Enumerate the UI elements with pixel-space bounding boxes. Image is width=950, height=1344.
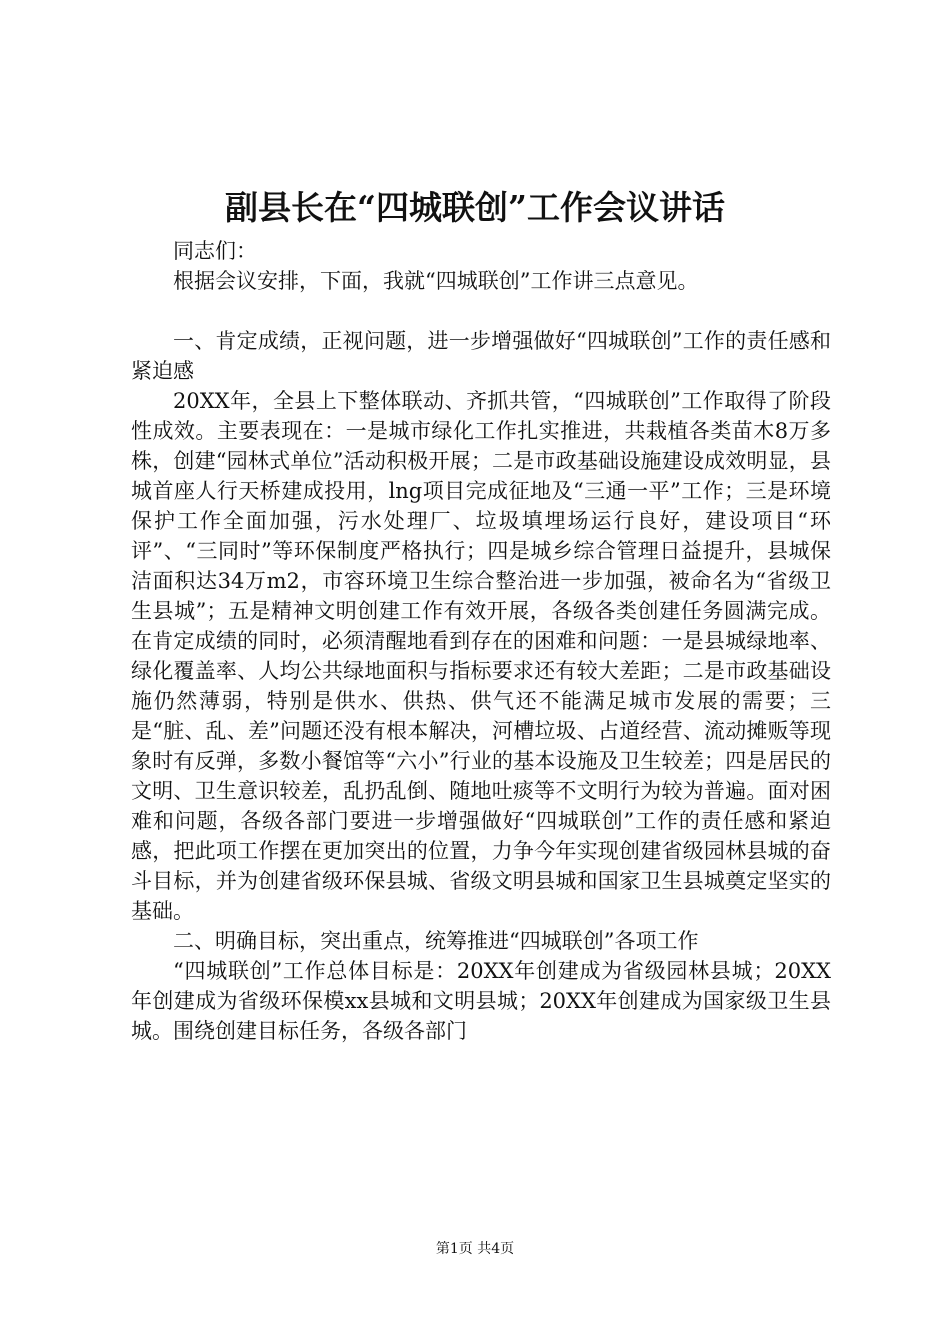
document-title: 副县长在“四城联创”工作会议讲话 bbox=[225, 188, 725, 227]
section-heading-2: 二、明确目标，突出重点，统筹推进“四城联创”各项工作 bbox=[173, 929, 699, 953]
page-footer: 第1页 共4页 bbox=[435, 1241, 515, 1257]
body-paragraph: “四城联创”工作总体目标是：20XX年创建成为省级园林县城；20XX年创建成为省级环保模xx县城和文明县城；20XX年创建成为国家级卫生县城。围绕创建目标任务，各级各部门 bbox=[131, 959, 831, 1043]
salutation: 同志们： bbox=[173, 239, 257, 263]
section-heading-1: 一、肯定成绩，正视问题，进一步增强做好“四城联创”工作的责任感和紧迫感 bbox=[131, 329, 831, 383]
intro-paragraph: 根据会议安排，下面，我就“四城联创”工作讲三点意见。 bbox=[173, 269, 699, 293]
document-body bbox=[131, 236, 831, 1046]
body-paragraph: 20XX年，全县上下整体联动、齐抓共管，“四城联创”工作取得了阶段性成效。主要表现在：一是城市绿化工作扎实推进，共栽植各类苗木8万多株，创建“园林式单位”活动积极开展；二是市政基础设施建设成效明显，县城首座人行天桥建成投用，lng项目完成征地及“三通一平”工作；三是环境保护工作全面加强，污水处理厂、垃圾填埋场运行良好，建设项目“环评”、“三同时”等环保制度严格执行；四是城乡综合管理日益提升，县城保洁面积达34万m2，市容环境卫生综合整治进一步加强，被命名为“省级卫生县城”；五是精神文明创建工作有效开展，各级各类创建任务圆满完成。在肯定成绩的同时，必须清醒地看到存在的困难和问题：一是县城绿地率、绿化覆盖率、人均公共绿地面积与指标要求还有较大差距；二是市政基础设施仍然薄弱，特别是供水、供热、供气还不能满足城市发展的需要；三是“脏、乱、差”问题还没有根本解决，河槽垃圾、占道经营、流动摊贩等现象时有反弹，多数小餐馆等“六小”行业的基本设施及卫生较差；四是居民的文明、卫生意识较差，乱扔乱倒、随地吐痰等不文明行为较为普遍。面对困难和问题，各级各部门要进一步增强做好“四城联创”工作的责任感和紧迫感，把此项工作摆在更加突出的位置，力争今年实现创建省级园林县城的奋斗目标，并为创建省级环保县城、省级文明县城和国家卫生县城奠定坚实的基础。 bbox=[131, 389, 831, 923]
